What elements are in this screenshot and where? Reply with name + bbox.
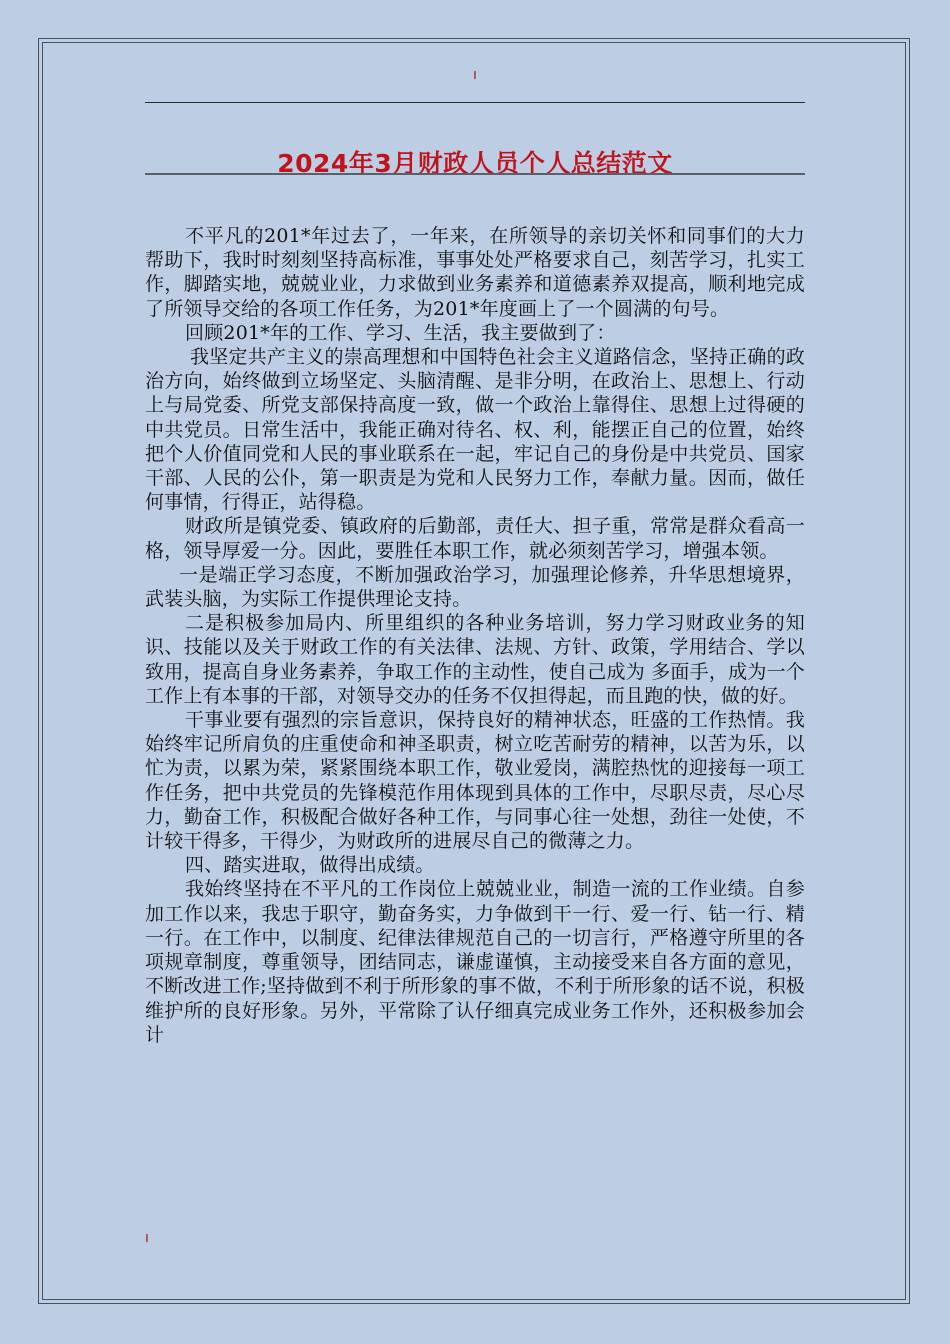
paragraph-9: 我始终坚持在不平凡的工作岗位上兢兢业业，制造一流的工作业绩。自参加工作以来，我忠于职守，勤奋务实，力争做到干一行、爱一行、钻一行、精一行。在工作中，以制度、纪律法律规范自己的一切言行，严格遵守所里的各项规章制度，尊重领导，团结同志，谦虚谨慎，主动接受来自各方面的意见，不断改进工作;坚持做到不利于所形象的事不做，不利于所形象的话不说，积极维护所的良好形象。另外，平常除了认仔细真完成业务工作外，还积极参加会计 xyxy=(145,878,805,1046)
bottom-mark: ı xyxy=(145,1230,149,1246)
paragraph-3: 我坚定共产主义的崇高理想和中国特色社会主义道路信念，坚持正确的政治方向，始终做到立场坚定、头脑清醒、是非分明，在政治上、思想上、行动上与局党委、所党支部保持高度一致，做一个政治上靠得住、思想上过得硬的中共党员。日常生活中，我能正确对待名、权、利，能摆正自己的位置，始终把个人价值同党和人民的事业联系在一起，牢记自己的身份是中共党员、国家干部、人民的公仆，第一职责是为党和人民努力工作，奉献力量。因而，做任何事情，行得正，站得稳。 xyxy=(145,346,805,514)
document-title: 2024年3月财政人员个人总结范文 xyxy=(277,148,673,178)
paragraph-6: 二是积极参加局内、所里组织的各种业务培训，努力学习财政业务的知识、技能以及关于财政工作的有关法律、法规、方针、政策，学用结合、学以致用，提高自身业务素养，争取工作的主动性，使自己成为 多面手，成为一个工作上有本事的干部，对领导交办的任务不仅担得起，而且跑的快，做的好。 xyxy=(145,612,805,707)
paragraph-1: 不平凡的201*年过去了，一年来，在所领导的亲切关怀和同事们的大力帮助下，我时时刻刻坚持高标准，事事处处严格要求自己，刻苦学习，扎实工作，脚踏实地，兢兢业业，力求做到业务素养和道德素养双提高，顺利地完成了所领导交给的各项工作任务，为201*年度画上了一个圆满的句号。 xyxy=(145,225,805,320)
paragraph-2: 回顾201*年的工作、学习、生活，我主要做到了： xyxy=(185,321,616,344)
paragraph-7: 干事业要有强烈的宗旨意识，保持良好的精神状态，旺盛的工作热情。我始终牢记所肩负的庄重使命和神圣职责，树立吃苦耐劳的精神，以苦为乐，以忙为责，以累为荣，紧紧围绕本职工作，敬业爱岗，满腔热忱的迎接每一项工作任务，把中共党员的先锋模范作用体现到具体的工作中，尽职尽责，尽心尽力，勤奋工作，积极配合做好各种工作，与同事心往一处想，劲往一处使，不计较干得多，干得少，为财政所的进展尽自己的微薄之力。 xyxy=(145,709,805,853)
paragraph-4: 财政所是镇党委、镇政府的后勤部，责任大、担子重，常常是群众看高一格，领导厚爱一分。因此，要胜任本职工作，就必须刻苦学习，增强本领。 xyxy=(145,515,805,562)
top-mark: ı xyxy=(473,67,477,83)
header-rule xyxy=(145,102,805,103)
title-underline xyxy=(145,173,805,175)
document-body xyxy=(145,224,805,1047)
paragraph-5: 一是端正学习态度，不断加强政治学习，加强理论修养，升华思想境界，武装头脑，为实际工作提供理论支持。 xyxy=(145,563,805,611)
paragraph-8: 四、踏实进取，做得出成绩。 xyxy=(185,854,435,877)
